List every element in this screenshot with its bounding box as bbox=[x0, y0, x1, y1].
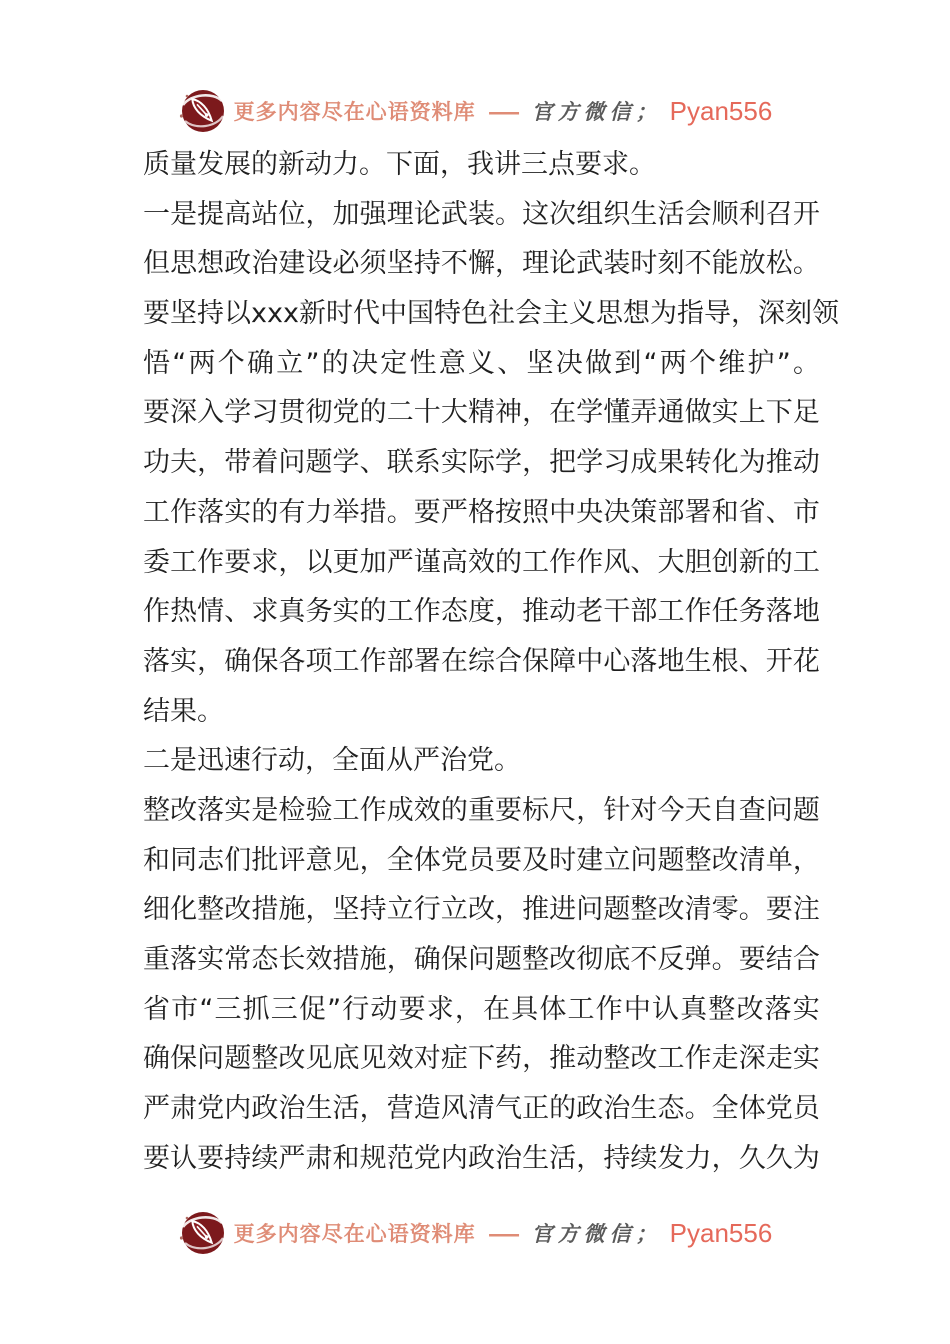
text-line: 一 是 提 高 站 位 ， 加 强 理 论 武 装 。 这 次 组 织 生 活 会 顺 利 召 开 bbox=[143, 198, 820, 230]
text-line: 但 思 想 政 治 建 设 必 须 坚 持 不 懈 ， 理 论 武 装 时 刻 不 能 放 松 。 bbox=[143, 248, 820, 280]
watermark-wechat-id: Pyan556 bbox=[669, 95, 773, 126]
text-line: 严 肃 党 内 政 治 生 活 ， 营 造 风 清 气 正 的 政 治 生 态 。 全 体 党 员 bbox=[143, 1093, 820, 1125]
watermark-dash: — bbox=[486, 1220, 521, 1246]
text-line: 结果。 bbox=[143, 695, 224, 727]
text-line: 委 工 作 要 求 ， 以 更 加 严 谨 高 效 的 工 作 作 风 、 大 胆 创 新 的 工 bbox=[143, 546, 820, 578]
text-line: 整 改 落 实 是 检 验 工 作 成 效 的 重 要 标 尺 ， 针 对 今 天 自 查 问 题 bbox=[143, 794, 820, 826]
text-line: 要 深 入 学 习 贯 彻 党 的 二 十 大 精 神 ， 在 学 懂 弄 通 做 实 上 下 足 bbox=[143, 397, 820, 429]
pen-circle-logo-icon bbox=[178, 85, 226, 137]
text-line: 和 同 志 们 批 评 意 见 ， 全 体 党 员 要 及 时 建 立 问 题 整 改 清 单 ， bbox=[143, 844, 820, 876]
text-line: 要 认 要 持 续 严 肃 和 规 范 党 内 政 治 生 活 ， 持 续 发 力 ， 久 久 为 bbox=[143, 1142, 820, 1174]
watermark-text: 更多内容尽在心语资料库 bbox=[233, 1221, 476, 1246]
text-line: 省 市 “ 三 抓 三 促 ” 行 动 要 求 ， 在 具 体 工 作 中 认 真 整 改 落 实 bbox=[143, 993, 820, 1025]
watermark-wechat-label: 官方微信； bbox=[531, 1221, 662, 1246]
text-line: 要 坚 持 以 xxx 新 时 代 中 国 特 色 社 会 主 义 思 想 为 指 导 ， 深 刻 领 bbox=[143, 298, 839, 330]
text-line: 工 作 落 实 的 有 力 举 措 。 要 严 格 按 照 中 央 决 策 部 署 和 省 、 市 bbox=[143, 496, 820, 528]
watermark-wechat-id: Pyan556 bbox=[669, 1217, 773, 1248]
watermark-wechat-label: 官方微信； bbox=[531, 99, 662, 124]
text-line: 作 热 情 、 求 真 务 实 的 工 作 态 度 ， 推 动 老 干 部 工 作 任 务 落 地 bbox=[143, 596, 820, 628]
text-line: 质量发展的新动力。下面，我讲三点要求。 bbox=[143, 149, 656, 180]
text-line: 确 保 问 题 整 改 见 底 见 效 对 症 下 药 ， 推 动 整 改 工 作 走 深 走 实 bbox=[143, 1043, 820, 1075]
watermark-header bbox=[0, 80, 950, 142]
text-line: 功 夫 ， 带 着 问 题 学 、 联 系 实 际 学 ， 把 学 习 成 果 转 化 为 推 动 bbox=[143, 447, 820, 479]
document-body bbox=[143, 140, 839, 1183]
watermark-dash: — bbox=[486, 98, 521, 124]
text-line: 细 化 整 改 措 施 ， 坚 持 立 行 立 改 ， 推 进 问 题 整 改 清 零 。 要 注 bbox=[143, 894, 820, 926]
watermark-text: 更多内容尽在心语资料库 bbox=[233, 99, 476, 124]
watermark-footer bbox=[0, 1202, 950, 1264]
text-line: 落 实 ， 确 保 各 项 工 作 部 署 在 综 合 保 障 中 心 落 地 生 根 、 开 花 bbox=[143, 645, 820, 677]
text-line: 重 落 实 常 态 长 效 措 施 ， 确 保 问 题 整 改 彻 底 不 反 弹 。 要 结 合 bbox=[143, 944, 820, 975]
text-line: 悟 “ 两 个 确 立 ” 的 决 定 性 意 义 、 坚 决 做 到 “ 两 个 维 护 ” 。 bbox=[143, 347, 820, 379]
pen-circle-logo-icon bbox=[178, 1207, 226, 1259]
text-line: 二是迅速行动，全面从严治党。 bbox=[143, 745, 521, 777]
